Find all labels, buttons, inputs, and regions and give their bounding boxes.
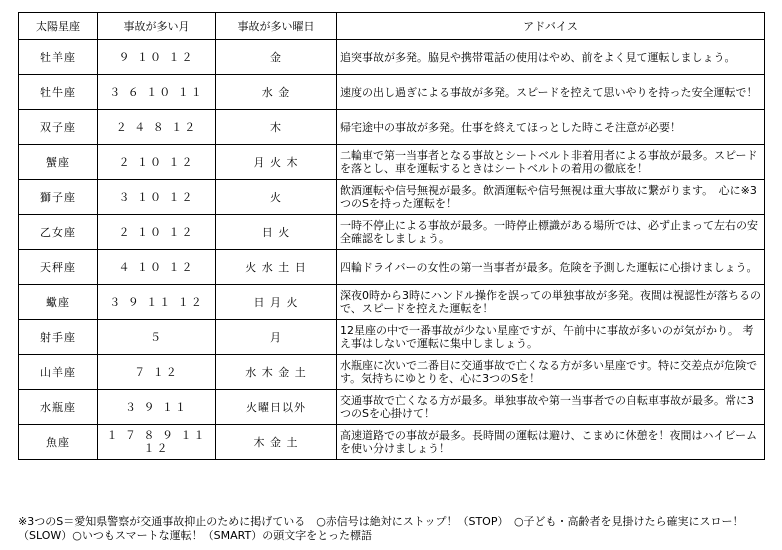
days-cell: 水 金	[216, 75, 337, 110]
days-cell: 金	[216, 40, 337, 75]
table-row	[19, 180, 765, 215]
months-cell: ２ １０ １２	[98, 215, 216, 250]
days-cell: 水 木 金 土	[216, 355, 337, 390]
advice-cell: 12星座の中で一番事故が少ない星座ですが、午前中に事故が多いのが気がかり。 考え事はしないで運転に集中しましょう。	[337, 320, 765, 355]
sign-cell: 双子座	[19, 110, 98, 145]
days-cell: 月 火 木	[216, 145, 337, 180]
days-cell: 火曜日以外	[216, 390, 337, 425]
table-row	[19, 250, 765, 285]
sign-cell: 蟹座	[19, 145, 98, 180]
advice-cell: 追突事故が多発。脇見や携帯電話の使用はやめ、前をよく見て運転しましょう。	[337, 40, 765, 75]
sign-cell: 魚座	[19, 425, 98, 460]
sign-cell: 牡牛座	[19, 75, 98, 110]
sign-cell: 射手座	[19, 320, 98, 355]
advice-cell: 速度の出し過ぎによる事故が多発。スピードを控えて思いやりを持った安全運転で！	[337, 75, 765, 110]
advice-cell: 水瓶座に次いで二番目に交通事故で亡くなる方が多い星座です。特に交差点が危険です。気持ちにゆとりを、心に3つのSを！	[337, 355, 765, 390]
days-cell: 木	[216, 110, 337, 145]
days-cell: 火	[216, 180, 337, 215]
days-cell: 月	[216, 320, 337, 355]
months-cell: ４ １０ １２	[98, 250, 216, 285]
months-cell: ３ ９ １１	[98, 390, 216, 425]
header-days: 事故が多い曜日	[216, 13, 337, 40]
horoscope-accident-table	[18, 12, 765, 460]
months-cell: ５	[98, 320, 216, 355]
months-cell: ２ １０ １２	[98, 145, 216, 180]
advice-cell: 四輪ドライバーの女性の第一当事者が最多。危険を予測した運転に心掛けましょう。	[337, 250, 765, 285]
sign-cell: 水瓶座	[19, 390, 98, 425]
sign-cell: 牡羊座	[19, 40, 98, 75]
table-row	[19, 40, 765, 75]
days-cell: 日 月 火	[216, 285, 337, 320]
sign-cell: 蠍座	[19, 285, 98, 320]
months-cell: １ ７ ８ ９ １１ １２	[98, 425, 216, 460]
table-row	[19, 110, 765, 145]
months-cell: ３ １０ １２	[98, 180, 216, 215]
sign-cell: 山羊座	[19, 355, 98, 390]
days-cell: 木 金 土	[216, 425, 337, 460]
months-cell: ３ ６ １０ １１	[98, 75, 216, 110]
advice-cell: 深夜0時から3時にハンドル操作を誤っての単独事故が多発。夜間は視認性が落ちるので、スピードを控えた運転を！	[337, 285, 765, 320]
table-body	[19, 40, 765, 460]
advice-cell: 帰宅途中の事故が多発。仕事を終えてほっとした時こそ注意が必要！	[337, 110, 765, 145]
days-cell: 日 火	[216, 215, 337, 250]
advice-cell: 高速道路での事故が最多。長時間の運転は避け、こまめに休憩を！夜間はハイビームを使い分けましょう！	[337, 425, 765, 460]
table-row	[19, 355, 765, 390]
table-row	[19, 145, 765, 180]
months-cell: ９ １０ １２	[98, 40, 216, 75]
advice-cell: 一時不停止による事故が最多。一時停止標識がある場所では、必ず止まって左右の安全確認をしましょう。	[337, 215, 765, 250]
advice-cell: 飲酒運転や信号無視が最多。飲酒運転や信号無視は重大事故に繋がります。 心に※3つのSを持った運転を！	[337, 180, 765, 215]
sign-cell: 乙女座	[19, 215, 98, 250]
advice-cell: 二輪車で第一当事者となる事故とシートベルト非着用者による事故が最多。スピードを落とし、車を運転するときはシートベルトの着用の徹底を！	[337, 145, 765, 180]
table-row	[19, 215, 765, 250]
footnote-three-s: ※3つのS＝愛知県警察が交通事故抑止のために掲げている ○赤信号は絶対にストップ！（STOP） ○子ども・高齢者を見掛けたら確実にスロー！（SLOW）○いつもスマートな運転！（SMART）の頭文字をとった標語	[18, 515, 744, 542]
header-row	[19, 13, 765, 40]
months-cell: ３ ９ １１ １２	[98, 285, 216, 320]
header-months: 事故が多い月	[98, 13, 216, 40]
table-row	[19, 425, 765, 460]
header-sign: 太陽星座	[19, 13, 98, 40]
header-advice: アドバイス	[337, 13, 765, 40]
advice-cell: 交通事故で亡くなる方が最多。単独事故や第一当事者での自転車事故が最多。常に3つのSを心掛けて！	[337, 390, 765, 425]
sign-cell: 獅子座	[19, 180, 98, 215]
days-cell: 火 水 土 日	[216, 250, 337, 285]
table-row	[19, 285, 765, 320]
table-row	[19, 390, 765, 425]
table-row	[19, 75, 765, 110]
table-row	[19, 320, 765, 355]
sign-cell: 天秤座	[19, 250, 98, 285]
months-cell: ２ ４ ８ １２	[98, 110, 216, 145]
months-cell: ７ １２	[98, 355, 216, 390]
